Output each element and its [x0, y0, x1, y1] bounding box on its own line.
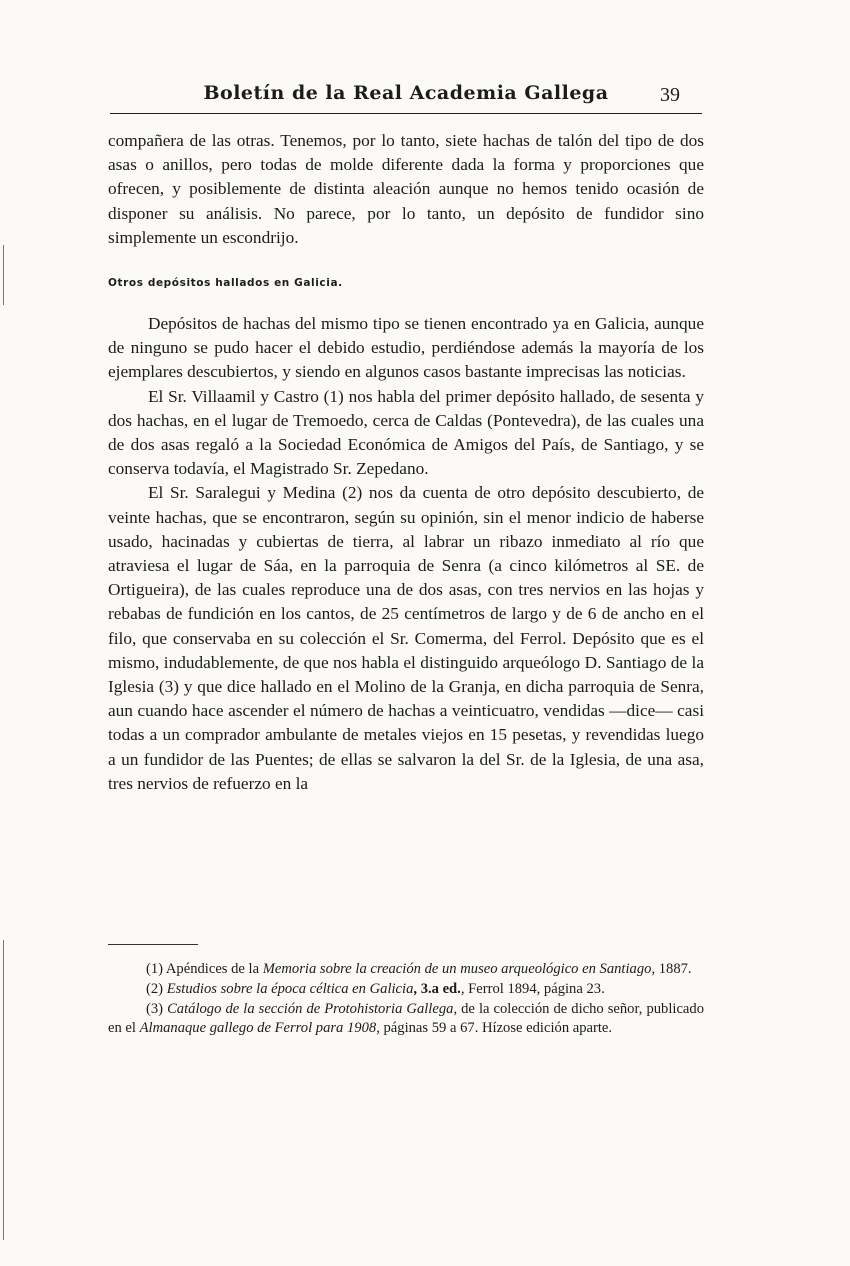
footnote-rule — [108, 944, 198, 945]
footnote-3 — [108, 1000, 704, 1040]
footnote-1-title: Memoria sobre la creación de un museo arqueológico en Santiago — [262, 961, 652, 977]
paragraph-4: El Sr. Saralegui y Medina (2) nos da cuenta de otro depósito descubierto, de veinte hachas, que se encontraron, según su opinión, sin el menor indicio de haberse usado, hacinadas y cubiertas de tierra, al labrar un ribazo inmediato al río que atraviesa el lugar de Sáa, en la parroquia de Senra (a cinco kilómetros al SE. de Ortigueira), de las cuales reproduce una de dos asas, con tres nervios en las hojas y rebabas de fundición en los cantos, de 25 centímetros de largo y de 6 de ancho en el filo, que conservaba en su colección el Sr. Comerma, del Ferrol. Depósito que es el mismo, indudablemente, de que nos habla el distinguido arqueólogo D. Santiago de la Iglesia (3) y que dice hallado en el Molino de la Granja, en dicha parroquia de Senra, aun cuando hace ascender el número de hachas a veinticuatro, vendidas —dice— casi todas a un comprador ambulante de metales viejos en 15 pesetas, y revendidas luego a un fundidor de las Puentes; de ellas se salvaron la del Sr. de la Iglesia, de una asa, tres nervios de refuerzo en la — [108, 483, 704, 793]
footnote-3-text-a: , de la colección de dicho señor, publicado en el — [108, 1000, 704, 1037]
section-heading: Otros depósitos hallados en Galicia. — [108, 277, 343, 290]
footnote-2-edition: , 3.a ed. — [413, 980, 461, 997]
footnote-3-title-2: Almanaque gallego de Ferrol para 1908 — [139, 1020, 377, 1037]
footnote-1-text-b: , 1887. — [651, 961, 692, 977]
footnote-2-text-b: , Ferrol 1894, página 23. — [460, 980, 605, 997]
body-text — [108, 129, 704, 796]
paragraph-3: El Sr. Villaamil y Castro (1) nos habla del primer depósito hallado, de sesenta y dos hachas, en el lugar de Tremoedo, cerca de Caldas (Pontevedra), de las cuales una de dos asas regaló a la Sociedad Económica de Amigos del País, de Santiago, y se conserva todavía, el Magistrado Sr. Zepedano. — [108, 386, 704, 479]
footnote-1 — [108, 960, 704, 980]
footnote-3-title: Catálogo de la sección de Protohistoria Gallega — [167, 1000, 454, 1017]
footnote-2-title: Estudios sobre la época céltica en Galicia — [166, 980, 414, 997]
footnote-3-text-b: , páginas 59 a 67. Hízose edición aparte. — [376, 1020, 613, 1037]
paragraph-1: compañera de las otras. Tenemos, por lo tanto, siete hachas de talón del tipo de dos asas o anillos, pero todas de molde diferente dada la forma y proporciones que ofrecen, y posiblemente de distinta aleación aunque no hemos tenido ocasión de disponer su análisis. No parece, por lo tanto, un depósito de fundidor sino simplemente un escondrijo. — [108, 131, 704, 247]
scan-margin-mark — [3, 940, 4, 1240]
paragraph-2: Depósitos de hachas del mismo tipo se tienen encontrado ya en Galicia, aunque de ninguno se pudo hacer el debido estudio, perdiéndose además la mayoría de los ejemplares descubiertos, y siendo en algunos casos bastante imprecisas las noticias. — [108, 314, 704, 382]
page-number: 39 — [660, 84, 680, 106]
scan-margin-mark — [3, 245, 4, 305]
footnote-2-number: (2) — [146, 980, 164, 997]
footnote-1-text-a: Apéndices de la — [165, 961, 263, 977]
header-rule — [110, 113, 702, 114]
footnote-2 — [108, 980, 704, 1000]
footnotes — [108, 960, 704, 1039]
running-title: Boletín de la Real Academia Gallega — [203, 82, 609, 104]
footnote-1-number: (1) — [146, 961, 164, 977]
footnote-3-number: (3) — [146, 1000, 164, 1017]
page-header — [110, 82, 702, 112]
